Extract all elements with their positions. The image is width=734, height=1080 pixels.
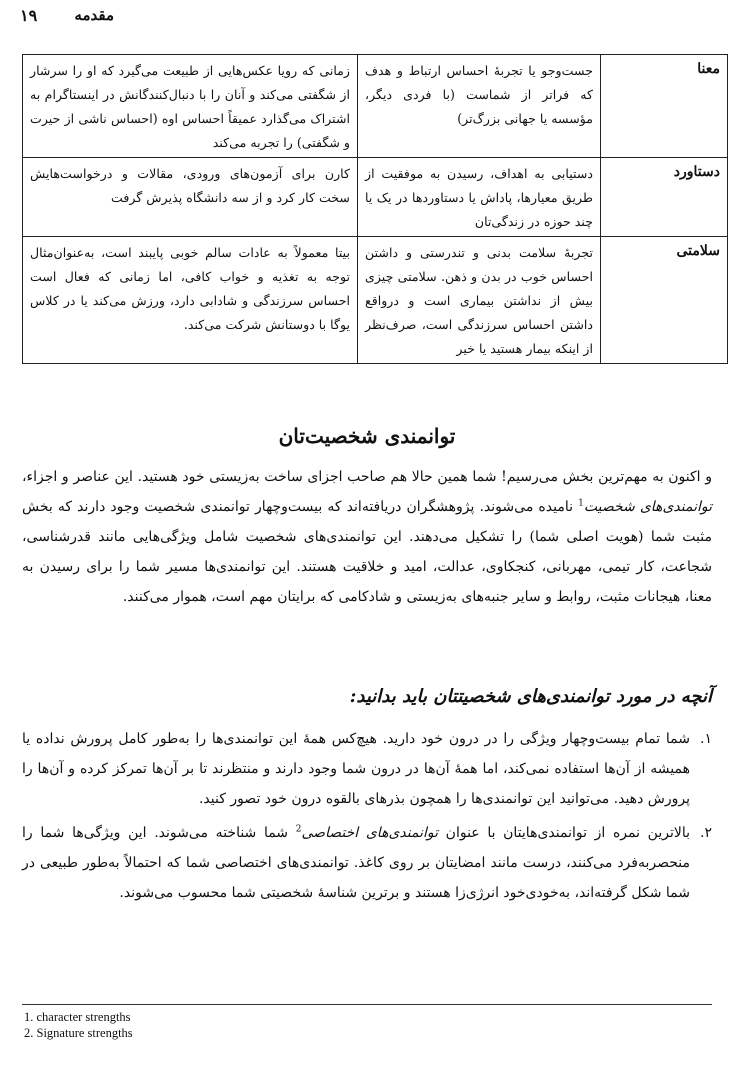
footnotes [24,1009,133,1041]
table-row [23,237,728,364]
section-title: توانمندی شخصیت‌تان [278,424,456,448]
list-text: شما تمام بیست‌وچهار ویژگی را در درون خود دارید. هیچ‌کس همهٔ این توانمندی‌ها را به‌طور کامل پرورش نداده یا همیشه از آن‌ها استفاده نمی‌کند، اما همهٔ آن‌ها در درون شما وجود دارند و منتظرند تا بر آن‌ها تمرکز کرده و آن‌ها را پرورش دهید. می‌توانید این توانمندی‌ها را همچون بذرهای بالقوه درون خود تصور کنید. [22,731,690,807]
subsection-heading: آنچه در مورد توانمندی‌های شخصیتتان باید بدانید: [349,686,712,707]
footnote-ref: 1 [578,498,584,509]
row-example: زمانی که رویا عکس‌هایی از طبیعت می‌گیرد که او را سرشار از شگفتی می‌کند و آنان را با دنبال‌کنندگانش در اینستاگرام به اشتراک می‌گذارد عمیقاً احساس اوه (احساس ناشی از حیرت و شگفتی) را تجربه می‌کند [23,55,358,158]
table-row [23,158,728,237]
list-number: ۱. [700,731,712,747]
footnote-ref: 2 [295,824,302,835]
running-header [20,6,714,30]
row-definition: دستیابی به اهداف، رسیدن به موفقیت از طریق معیارها، پاداش یا دستاوردها در یک یا چند حوزه در زندگی‌تان [358,158,601,237]
list-text [22,818,690,908]
wellbeing-table [22,54,728,364]
page-number: ۱۹ [20,6,38,25]
list-text-b: شما شناخته می‌شوند. این ویژگی‌ها شما را منحصربه‌فرد می‌کنند، درست مانند امضایتان بر روی کاغذ. توانمندی‌های اختصاصی شما که احتمالاً به‌طور طبیعی در شما شکل گرفته‌اند، به‌خودی‌خود انرژی‌زا هستند و برترین شناسهٔ شخصیتی شما محسوب می‌شوند. [22,825,690,901]
footnote: 2. Signature strengths [24,1026,133,1040]
row-label: معنا [601,55,728,158]
paragraph-italic-term: توانمندی‌های شخصیت [583,499,712,515]
row-definition: تجربهٔ سلامت بدنی و تندرستی و داشتن احساس خوب در بدن و ذهن. سلامتی چیزی بیش از نداشتن بیماری است و درواقع داشتن احساس سرزندگی است، صرف‌نظر از اینکه بیمار هستید یا خیر [358,237,601,364]
footnote: 1. character strengths [24,1010,131,1024]
section-paragraph [22,462,712,612]
paragraph-text: و اکنون به مهم‌ترین بخش می‌رسیم! شما همین حالا هم صاحب اجزای ساخت به‌زیستی خود هستید. این عناصر و اجزاء، [22,469,712,485]
chapter-title: مقدمه [74,6,114,24]
list-item [22,724,712,814]
list-italic-term: توانمندی‌های اختصاصی [301,825,438,841]
list-item [22,818,712,908]
row-definition: جست‌وجو یا تجربهٔ احساس ارتباط و هدف که فراتر از شماست (با فردی دیگر، مؤسسه یا جهانی بزرگ‌تر) [358,55,601,158]
row-label: دستاورد [601,158,728,237]
list-number: ۲. [700,825,712,841]
numbered-list [22,724,712,908]
row-label: سلامتی [601,237,728,364]
table-row [23,55,728,158]
footnote-divider [22,1004,712,1005]
row-example: کارن برای آزمون‌های ورودی، مقالات و درخواست‌هایش سخت کار کرد و از سه دانشگاه پذیرش گرفت [23,158,358,237]
list-text-a: بالاترین نمره از توانمندی‌هایتان با عنوان [445,825,691,841]
row-example: بیتا معمولاً به عادات سالم خوبی پایبند است، به‌عنوان‌مثال توجه به تغذیه و خواب کافی، اما زمانی که فعال است احساس سرزندگی و شادابی دارد، ورزش می‌کند یا در کلاس یوگا با دوستانش شرکت می‌کند. [23,237,358,364]
paragraph-text-rest: نامیده می‌شوند. پژوهشگران دریافته‌اند که بیست‌وچهار توانمندی شخصیت وجود دارند که بخش مثبت شما (هویت اصلی شما) را تشکیل می‌دهند. این توانمندی‌های شخصیت شامل ویژگی‌هایی مانند قدرشناسی، شجاعت، کار تیمی، مهربانی، کنجکاوی، عدالت، امید و خلاقیت هستند. این توانمندی‌ها مسیر شما را برای رسیدن به معنا، هیجانات مثبت، روابط و سایر جنبه‌های به‌زیستی و شادکامی که برایتان مهم است، هموار می‌کنند. [22,499,712,605]
